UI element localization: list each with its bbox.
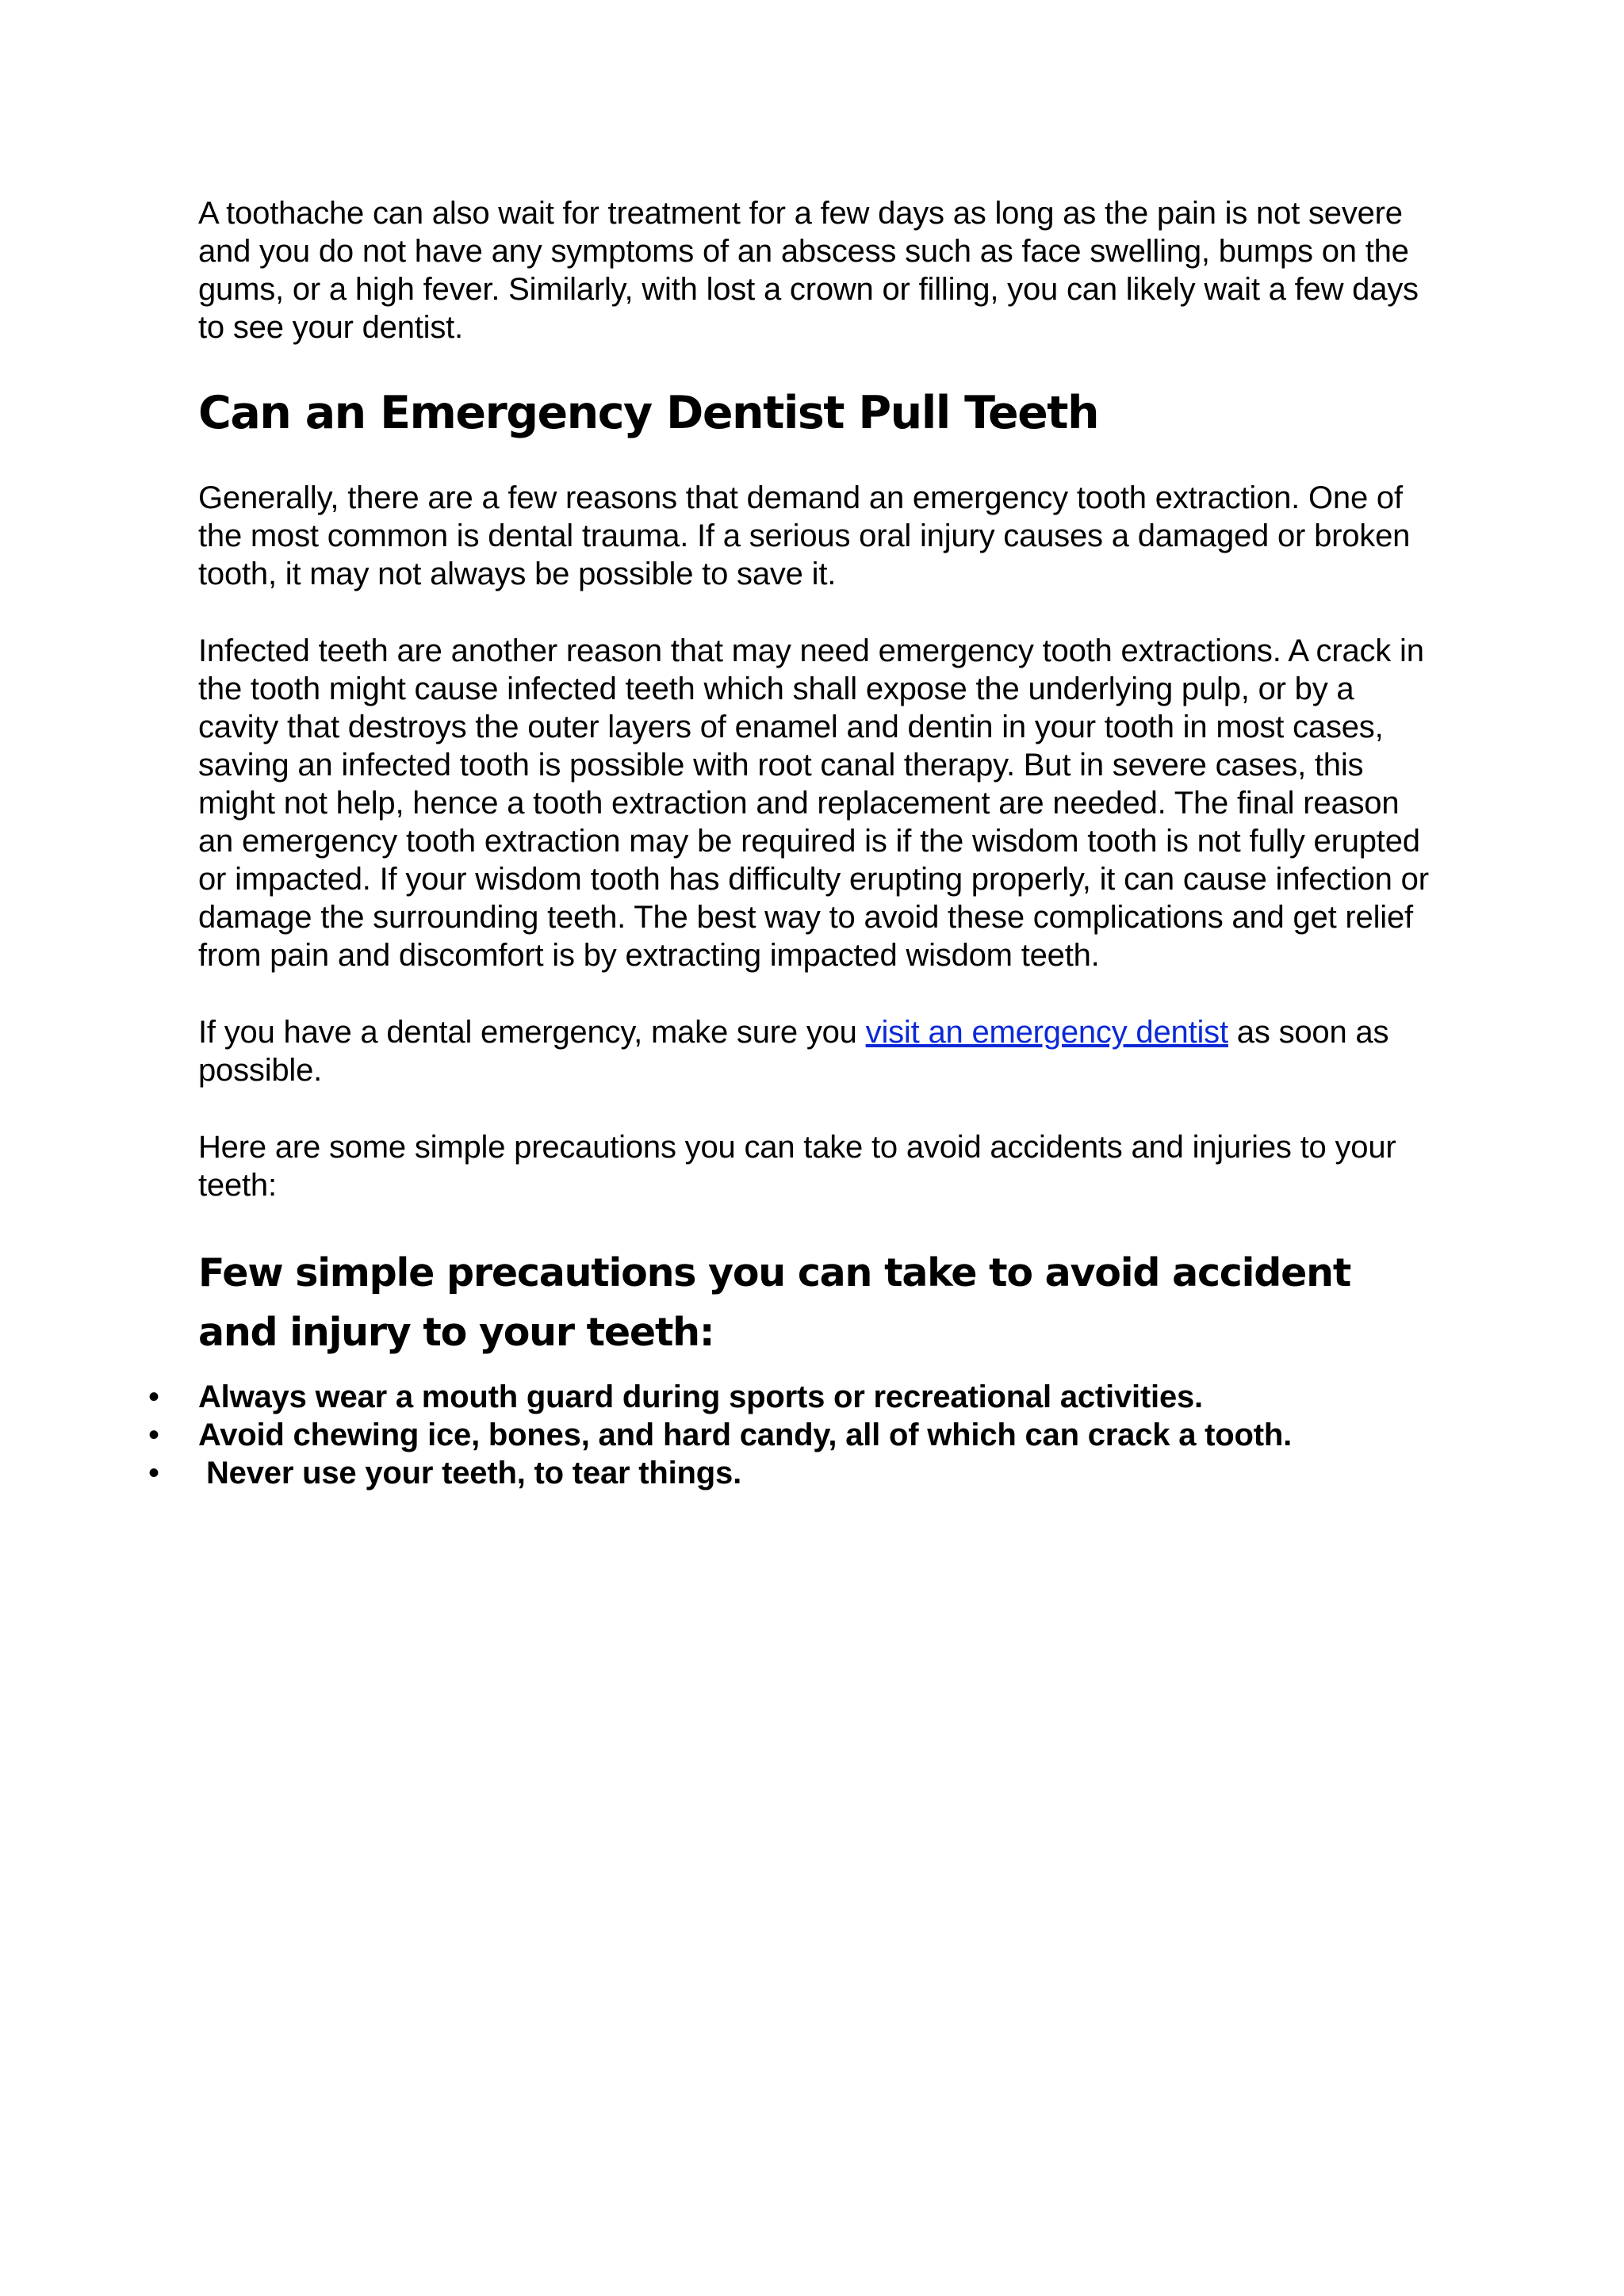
intro-paragraph: A toothache can also wait for treatment for a few days as long as the pain is not severe and you do not have any symptoms of an abscess such as face swelling, bumps on the gums, or a high fever. Similarly, with lost a crown or filling, you can likely wait a few days to see your dentist. bbox=[198, 196, 1419, 345]
heading-can-emergency-dentist-pull-teeth: Can an Emergency Dentist Pull Teeth bbox=[198, 387, 1099, 439]
paragraph-generally: Generally, there are a few reasons that demand an emergency tooth extraction. One of the most common is dental trauma. If a serious oral injury causes a damaged or broken tooth, it may not always be possible to save it. bbox=[198, 480, 1411, 591]
paragraph-infected-teeth: Infected teeth are another reason that may need emergency tooth extractions. A crack in the tooth might cause infected teeth which shall expose the underlying pulp, or by a cavity that destroys the outer layers of enamel and dentin in your tooth in most cases, saving an infected tooth is possible with root canal therapy. But in severe cases, this might not help, hence a tooth extraction and replacement are needed. The final reason an emergency tooth extraction may be required is if the wisdom tooth is not fully erupted or impacted. If your wisdom tooth has difficulty erupting properly, it can cause infection or damage the surrounding teeth. The best way to avoid these complications and get relief from pain and discomfort is by extracting impacted wisdom teeth. bbox=[198, 633, 1429, 973]
list-item-text: Always wear a mouth guard during sports or recreational activities. bbox=[198, 1380, 1203, 1414]
bullet-icon: • bbox=[148, 1456, 159, 1490]
heading-precautions: Few simple precautions you can take to avoid accident and injury to your teeth: bbox=[198, 1250, 1351, 1355]
bullet-icon: • bbox=[148, 1418, 159, 1452]
precautions-list bbox=[148, 1378, 1435, 1492]
list-item bbox=[148, 1454, 1435, 1492]
paragraph-dental-emergency bbox=[198, 1013, 1435, 1089]
document-content bbox=[148, 194, 1435, 1492]
emergency-text-after: as soon as possible. bbox=[198, 1015, 1389, 1088]
emergency-text-before: If you have a dental emergency, make sure you bbox=[198, 1015, 866, 1050]
list-item-text: Never use your teeth, to tear things. bbox=[206, 1456, 741, 1490]
paragraph-precautions-intro: Here are some simple precautions you can take to avoid accidents and injuries to your teeth: bbox=[198, 1130, 1396, 1203]
list-item bbox=[148, 1416, 1435, 1454]
visit-emergency-dentist-link[interactable]: visit an emergency dentist bbox=[865, 1015, 1228, 1050]
bullet-icon: • bbox=[148, 1380, 159, 1414]
list-item-text: Avoid chewing ice, bones, and hard candy, all of which can crack a tooth. bbox=[198, 1418, 1293, 1452]
list-item bbox=[148, 1378, 1435, 1416]
